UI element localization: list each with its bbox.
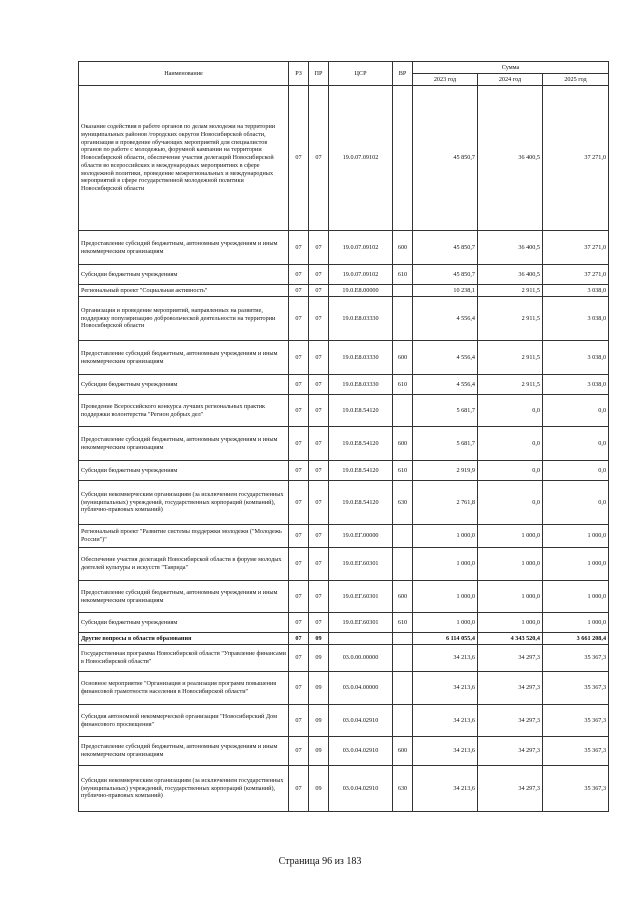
- row-csr: 19.0.07.09102: [329, 86, 393, 231]
- row-csr: [329, 633, 393, 645]
- row-vr: [393, 633, 413, 645]
- table-header: [79, 62, 609, 86]
- row-value-2024: 2 911,5: [478, 341, 543, 375]
- row-pr: 07: [309, 375, 329, 395]
- row-name: Предоставление субсидий бюджетным, автономным учреждениям и иным некоммерческим организациям: [79, 581, 289, 613]
- table-row: [79, 645, 609, 672]
- row-csr: 19.0.E8.54120: [329, 395, 393, 427]
- row-pr: 07: [309, 265, 329, 285]
- row-name: Региональный проект "Развитие системы поддержки молодежи ("Молодежь России")": [79, 525, 289, 548]
- row-rz: 07: [289, 341, 309, 375]
- row-value-2024: 1 000,0: [478, 548, 543, 581]
- row-csr: 19.0.EГ.00000: [329, 525, 393, 548]
- row-vr: 600: [393, 737, 413, 766]
- row-name: Организация и проведение мероприятий, направленных на развитие, поддержку популяризацию добровольческой деятельности на территории Новосибирской области: [79, 297, 289, 341]
- row-value-2024: 4 343 520,4: [478, 633, 543, 645]
- header-rz: РЗ: [289, 62, 309, 86]
- row-csr: 03.0.04.02910: [329, 737, 393, 766]
- row-pr: 09: [309, 737, 329, 766]
- row-vr: 610: [393, 265, 413, 285]
- row-value-2023: 5 681,7: [413, 427, 478, 461]
- row-rz: 07: [289, 265, 309, 285]
- row-csr: 19.0.E8.03330: [329, 341, 393, 375]
- header-name: Наименование: [79, 62, 289, 86]
- row-vr: [393, 705, 413, 737]
- row-csr: 19.0.E8.54120: [329, 461, 393, 481]
- row-value-2025: 0,0: [543, 461, 609, 481]
- row-value-2024: 34 297,3: [478, 645, 543, 672]
- row-rz: 07: [289, 395, 309, 427]
- row-value-2023: 34 213,6: [413, 766, 478, 812]
- row-pr: 09: [309, 672, 329, 705]
- row-value-2023: 4 556,4: [413, 375, 478, 395]
- row-pr: 07: [309, 231, 329, 265]
- row-value-2025: 37 271,0: [543, 265, 609, 285]
- row-value-2023: 6 114 055,4: [413, 633, 478, 645]
- row-pr: 07: [309, 341, 329, 375]
- row-name: Оказание содействия в работе органов по делам молодежи на территории муниципальных районов /городских округов Новосибирской области, организация и проведение обучающих мероприятий для специалистов органов по работе с молодежью, форумной кампании на территории Новосибирской области, обеспечение участия делегаций Новосибирской области во всероссийских и международных мероприятиях в сфере молодежной политики, проведение межрегиональных и международных мероприятий в сфере государственной молодежной политики Новосибирской области: [79, 86, 289, 231]
- header-year-2023: 2023 год: [413, 74, 478, 86]
- row-vr: 630: [393, 766, 413, 812]
- row-csr: 19.0.E8.00000: [329, 285, 393, 297]
- row-value-2023: 1 000,0: [413, 525, 478, 548]
- row-value-2024: 1 000,0: [478, 613, 543, 633]
- header-year-2025: 2025 год: [543, 74, 609, 86]
- row-value-2025: 35 367,3: [543, 737, 609, 766]
- table-row: [79, 285, 609, 297]
- row-name: Субсидии некоммерческим организациям (за исключением государственных (муниципальных) учреждений, государственных корпораций (компаний), публично-правовых компаний): [79, 766, 289, 812]
- row-vr: 610: [393, 461, 413, 481]
- row-value-2025: 3 038,0: [543, 297, 609, 341]
- row-value-2024: 0,0: [478, 461, 543, 481]
- row-vr: 600: [393, 427, 413, 461]
- row-value-2025: 3 661 208,4: [543, 633, 609, 645]
- row-value-2024: 0,0: [478, 427, 543, 461]
- row-value-2023: 1 000,0: [413, 581, 478, 613]
- table-row: [79, 341, 609, 375]
- budget-page: [78, 61, 608, 812]
- row-pr: 07: [309, 548, 329, 581]
- table-row: [79, 375, 609, 395]
- row-value-2023: 45 850,7: [413, 231, 478, 265]
- row-vr: [393, 86, 413, 231]
- row-pr: 07: [309, 285, 329, 297]
- row-value-2025: 1 000,0: [543, 548, 609, 581]
- row-rz: 07: [289, 737, 309, 766]
- table-row: [79, 461, 609, 481]
- row-vr: [393, 548, 413, 581]
- table-row: [79, 613, 609, 633]
- row-rz: 07: [289, 285, 309, 297]
- row-value-2024: 0,0: [478, 395, 543, 427]
- row-value-2023: 2 761,8: [413, 481, 478, 525]
- row-value-2025: 35 367,3: [543, 766, 609, 812]
- row-value-2025: 1 000,0: [543, 525, 609, 548]
- row-csr: 19.0.EГ.60301: [329, 548, 393, 581]
- row-value-2023: 2 919,9: [413, 461, 478, 481]
- header-pr: ПР: [309, 62, 329, 86]
- row-name: Государственная программа Новосибирской области "Управление финансами в Новосибирской области": [79, 645, 289, 672]
- row-name: Региональный проект "Социальная активность": [79, 285, 289, 297]
- row-value-2024: 34 297,3: [478, 737, 543, 766]
- row-rz: 07: [289, 86, 309, 231]
- row-value-2023: 45 850,7: [413, 265, 478, 285]
- row-csr: 19.0.E8.03330: [329, 297, 393, 341]
- row-name: Субсидии бюджетным учреждениям: [79, 461, 289, 481]
- row-name: Субсидия автономной некоммерческой организации "Новосибирский Дом финансового просвещения": [79, 705, 289, 737]
- row-name: Предоставление субсидий бюджетным, автономным учреждениям и иным некоммерческим организациям: [79, 231, 289, 265]
- row-value-2024: 2 911,5: [478, 297, 543, 341]
- row-csr: 19.0.E8.03330: [329, 375, 393, 395]
- row-rz: 07: [289, 645, 309, 672]
- table-row: [79, 672, 609, 705]
- row-name: Субсидии бюджетным учреждениям: [79, 265, 289, 285]
- row-csr: 03.0.04.00000: [329, 672, 393, 705]
- row-vr: [393, 297, 413, 341]
- row-pr: 09: [309, 766, 329, 812]
- row-name: Другие вопросы в области образования: [79, 633, 289, 645]
- table-row: [79, 231, 609, 265]
- row-pr: 07: [309, 297, 329, 341]
- row-value-2023: 4 556,4: [413, 297, 478, 341]
- row-pr: 07: [309, 86, 329, 231]
- row-value-2024: 1 000,0: [478, 525, 543, 548]
- row-rz: 07: [289, 705, 309, 737]
- row-value-2025: 0,0: [543, 395, 609, 427]
- row-vr: 600: [393, 341, 413, 375]
- row-value-2024: 34 297,3: [478, 766, 543, 812]
- row-value-2025: 3 038,0: [543, 375, 609, 395]
- row-pr: 07: [309, 481, 329, 525]
- table-row: [79, 525, 609, 548]
- row-value-2023: 5 681,7: [413, 395, 478, 427]
- row-name: Обеспечение участия делегаций Новосибирской области в форуме молодых деятелей культуры и искусств "Таврида": [79, 548, 289, 581]
- row-rz: 07: [289, 481, 309, 525]
- row-value-2024: 36 400,5: [478, 265, 543, 285]
- row-value-2025: 3 038,0: [543, 285, 609, 297]
- row-vr: [393, 525, 413, 548]
- row-value-2025: 37 271,0: [543, 231, 609, 265]
- row-name: Проведение Всероссийского конкурса лучших региональных практик поддержки волонтерства "Регион добрых дел": [79, 395, 289, 427]
- row-vr: [393, 285, 413, 297]
- row-csr: 19.0.EГ.60301: [329, 613, 393, 633]
- row-value-2023: 34 213,6: [413, 645, 478, 672]
- row-name: Основное мероприятие "Организация и реализация программ повышения финансовой грамотности населения в Новосибирской области": [79, 672, 289, 705]
- row-name: Предоставление субсидий бюджетным, автономным учреждениям и иным некоммерческим организациям: [79, 427, 289, 461]
- budget-table: [78, 61, 609, 812]
- row-name: Субсидии бюджетным учреждениям: [79, 613, 289, 633]
- row-value-2023: 34 213,6: [413, 737, 478, 766]
- row-value-2024: 36 400,5: [478, 86, 543, 231]
- row-pr: 09: [309, 633, 329, 645]
- row-value-2025: 1 000,0: [543, 613, 609, 633]
- row-value-2023: 1 000,0: [413, 613, 478, 633]
- row-value-2024: 0,0: [478, 481, 543, 525]
- row-rz: 07: [289, 231, 309, 265]
- row-vr: [393, 672, 413, 705]
- row-csr: 03.0.00.00000: [329, 645, 393, 672]
- row-pr: 07: [309, 525, 329, 548]
- row-vr: 600: [393, 581, 413, 613]
- row-value-2024: 36 400,5: [478, 231, 543, 265]
- row-name: Предоставление субсидий бюджетным, автономным учреждениям и иным некоммерческим организациям: [79, 341, 289, 375]
- row-pr: 07: [309, 395, 329, 427]
- header-sum: Сумма: [413, 62, 609, 74]
- row-rz: 07: [289, 633, 309, 645]
- row-csr: 19.0.EГ.60301: [329, 581, 393, 613]
- row-rz: 07: [289, 427, 309, 461]
- row-value-2023: 4 556,4: [413, 341, 478, 375]
- row-value-2023: 10 238,1: [413, 285, 478, 297]
- row-value-2024: 2 911,5: [478, 375, 543, 395]
- row-csr: 19.0.E8.54120: [329, 427, 393, 461]
- row-vr: 610: [393, 375, 413, 395]
- row-value-2024: 2 911,5: [478, 285, 543, 297]
- row-rz: 07: [289, 581, 309, 613]
- row-vr: [393, 645, 413, 672]
- row-value-2025: 1 000,0: [543, 581, 609, 613]
- table-body: [79, 86, 609, 812]
- row-rz: 07: [289, 461, 309, 481]
- table-row: [79, 766, 609, 812]
- row-rz: 07: [289, 548, 309, 581]
- row-value-2025: 0,0: [543, 427, 609, 461]
- table-row: [79, 86, 609, 231]
- row-csr: 03.0.04.02910: [329, 705, 393, 737]
- row-csr: 19.0.07.09102: [329, 231, 393, 265]
- row-csr: 19.0.07.09102: [329, 265, 393, 285]
- table-row: [79, 297, 609, 341]
- row-name: Субсидии некоммерческим организациям (за исключением государственных (муниципальных) учреждений, государственных корпораций (компаний), публично-правовых компаний): [79, 481, 289, 525]
- row-vr: [393, 395, 413, 427]
- row-value-2023: 34 213,6: [413, 705, 478, 737]
- table-row: [79, 265, 609, 285]
- header-csr: ЦСР: [329, 62, 393, 86]
- row-csr: 03.0.04.02910: [329, 766, 393, 812]
- row-value-2025: 37 271,0: [543, 86, 609, 231]
- row-value-2025: 35 367,3: [543, 705, 609, 737]
- table-row: [79, 427, 609, 461]
- table-row: [79, 581, 609, 613]
- row-vr: 600: [393, 231, 413, 265]
- row-pr: 07: [309, 427, 329, 461]
- row-rz: 07: [289, 525, 309, 548]
- row-csr: 19.0.E8.54120: [329, 481, 393, 525]
- row-pr: 09: [309, 645, 329, 672]
- row-rz: 07: [289, 613, 309, 633]
- row-value-2024: 34 297,3: [478, 705, 543, 737]
- header-vr: ВР: [393, 62, 413, 86]
- row-value-2023: 1 000,0: [413, 548, 478, 581]
- row-value-2024: 1 000,0: [478, 581, 543, 613]
- row-value-2025: 35 367,3: [543, 645, 609, 672]
- row-value-2023: 45 850,7: [413, 86, 478, 231]
- row-value-2025: 3 038,0: [543, 341, 609, 375]
- row-rz: 07: [289, 672, 309, 705]
- row-name: Субсидии бюджетным учреждениям: [79, 375, 289, 395]
- row-rz: 07: [289, 297, 309, 341]
- row-vr: 610: [393, 613, 413, 633]
- row-vr: 630: [393, 481, 413, 525]
- table-row: [79, 737, 609, 766]
- row-value-2024: 34 297,3: [478, 672, 543, 705]
- row-value-2025: 0,0: [543, 481, 609, 525]
- row-name: Предоставление субсидий бюджетным, автономным учреждениям и иным некоммерческим организациям: [79, 737, 289, 766]
- table-row: [79, 481, 609, 525]
- header-year-2024: 2024 год: [478, 74, 543, 86]
- row-pr: 07: [309, 581, 329, 613]
- table-row: [79, 633, 609, 645]
- row-pr: 07: [309, 613, 329, 633]
- row-value-2023: 34 213,6: [413, 672, 478, 705]
- row-rz: 07: [289, 766, 309, 812]
- row-pr: 09: [309, 705, 329, 737]
- row-pr: 07: [309, 461, 329, 481]
- row-value-2025: 35 367,3: [543, 672, 609, 705]
- table-row: [79, 548, 609, 581]
- page-number: Страница 96 из 183: [278, 856, 362, 867]
- table-row: [79, 395, 609, 427]
- row-rz: 07: [289, 375, 309, 395]
- table-row: [79, 705, 609, 737]
